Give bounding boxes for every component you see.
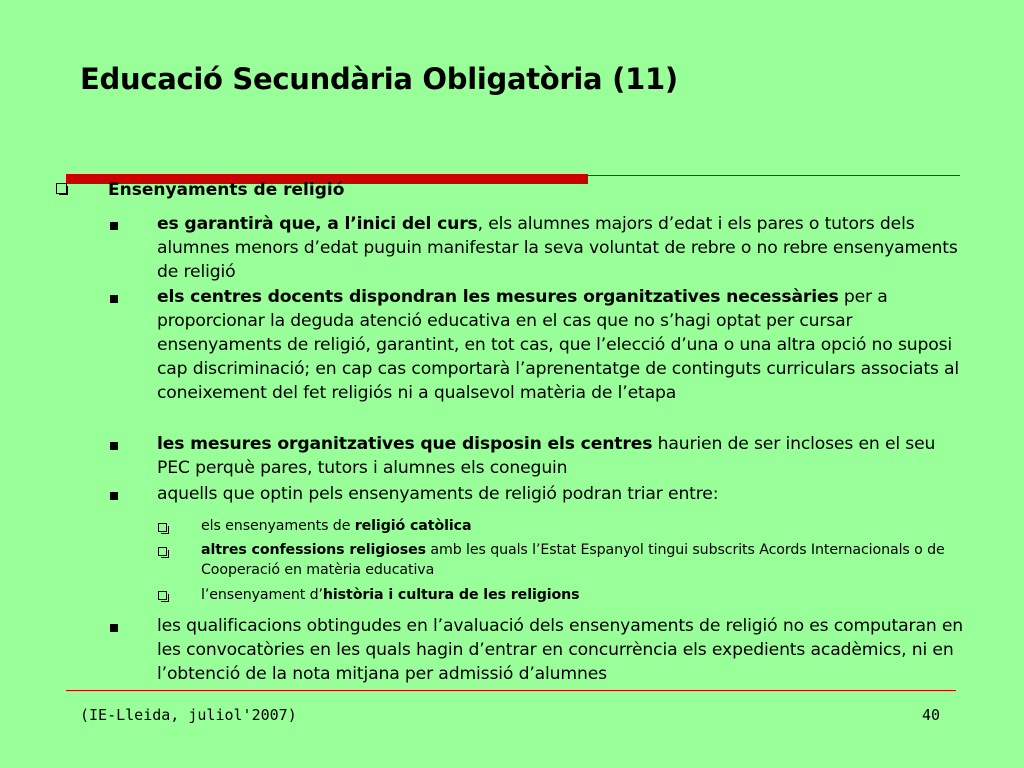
footer-source: (IE-Lleida, juliol'2007)	[80, 706, 297, 724]
list-item	[157, 285, 972, 405]
square-bullet-icon	[110, 624, 118, 632]
list-item-text: per a proporcionar la deguda atenció educativa en el cas que no s’hagi optat per cursar ensenyaments de religió, garantint, en tot cas, que l’elecció d’una o una altra opció no suposi cap discriminació; en cap cas comportarà l’aprenentatge de continguts curriculars associats al coneixement del fet religiós ni a qualsevol matèria de l’etapa	[157, 287, 960, 403]
sub-list-item: altres confessions religioses amb les quals l’Estat Espanyol tingui subscrits Acords Internacionals o de Cooperació en matèria educativa	[201, 542, 945, 578]
sub-list-item: els ensenyaments de religió catòlica	[201, 518, 472, 534]
sub-list-item: l’ensenyament d’història i cultura de les religions	[201, 587, 580, 603]
list-item	[157, 482, 972, 506]
title-divider-line	[588, 175, 960, 176]
hollow-square-bullet-icon	[158, 523, 167, 532]
list-item-text: haurien de ser incloses en el seu PEC perquè pares, tutors i alumnes els coneguin	[157, 434, 936, 478]
list-item-text: les qualificacions obtingudes en l’avaluació dels ensenyaments de religió no es computaran en les convocatòries en les quals hagin d’entrar en concurrència els expedients acadèmics, ni en l’obtenció de la nota mitjana per admissió d’alumnes	[157, 616, 964, 684]
list-item-text: , els alumnes majors d’edat i els pares o tutors dels alumnes menors d’edat puguin manifestar la seva voluntat de rebre o no rebre ensenyaments de religió	[157, 214, 958, 282]
square-bullet-icon	[110, 442, 118, 450]
list-item-bold: els centres docents dispondran les mesures organitzatives necessàries	[157, 287, 839, 307]
list-item	[157, 432, 972, 480]
list-item-bold: les mesures organitzatives que disposin els centres	[157, 434, 653, 454]
hollow-square-bullet-icon	[56, 183, 67, 194]
square-bullet-icon	[110, 295, 118, 303]
section-heading: Ensenyaments de religió	[108, 180, 345, 200]
hollow-square-bullet-icon	[158, 547, 167, 556]
list-item	[157, 614, 972, 686]
square-bullet-icon	[110, 492, 118, 500]
square-bullet-icon	[110, 222, 118, 230]
list-item-bold: es garantirà que, a l’inici del curs	[157, 214, 478, 234]
page-number: 40	[922, 706, 941, 724]
slide-title: Educació Secundària Obligatòria (11)	[80, 62, 678, 96]
list-item-text: aquells que optin pels ensenyaments de religió podran triar entre:	[157, 484, 719, 504]
hollow-square-bullet-icon	[158, 591, 167, 600]
list-item	[157, 212, 972, 284]
footer-divider	[66, 690, 956, 691]
